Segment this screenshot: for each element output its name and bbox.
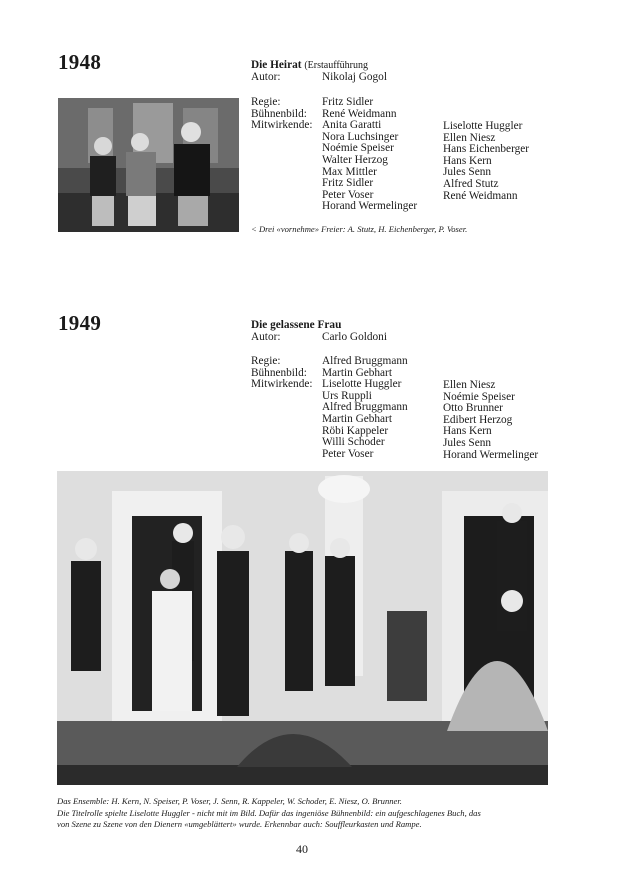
cast-column-2-1948 (443, 121, 529, 202)
cast-member: Edibert Herzog (443, 413, 513, 426)
cast-member: Martin Gebhart (322, 412, 392, 425)
cast-member: Hans Eichenberger (443, 143, 530, 156)
credit-labels-1948 (251, 97, 313, 132)
credit-label: Mitwirkende: (251, 119, 313, 132)
cast-column-1-1949 (322, 356, 408, 460)
credit-value: Alfred Bruggmann (322, 355, 408, 367)
cast-member: Horand Wermelinger (322, 200, 418, 213)
cast-member: Liselotte Huggler (443, 120, 523, 132)
year-heading-1949: 1949 (58, 311, 102, 335)
cast-member: Noémie Speiser (322, 142, 394, 155)
cast-member: Hans Kern (443, 154, 492, 167)
credit-label: Bühnenbild: (251, 366, 307, 379)
cast-member: Röbi Kappeler (322, 424, 389, 437)
author-label-1949: Autor: (251, 331, 281, 343)
photo-1948-three-suitors (58, 98, 239, 232)
play-title-1948: Die Heirat (251, 59, 302, 71)
credit-value: Martin Gebhart (322, 366, 392, 379)
author-name-1949: Carlo Goldoni (322, 331, 387, 343)
cast-member: Willi Schoder (322, 436, 385, 449)
cast-member: Walter Herzog (322, 153, 388, 166)
photo-1948-illustration (58, 98, 239, 232)
cast-member: Nora Luchsinger (322, 130, 399, 143)
credit-label: Regie: (251, 96, 281, 108)
cast-member: Jules Senn (443, 436, 492, 449)
author-label-1948: Autor: (251, 71, 281, 83)
play-title-line-1948 (251, 60, 368, 72)
cast-member: Alfred Stutz (443, 177, 499, 190)
cast-member: Ellen Niesz (443, 379, 496, 391)
cast-member: Hans Kern (443, 425, 492, 438)
cast-member: Alfred Bruggmann (322, 401, 408, 414)
cast-member: Urs Ruppli (322, 389, 372, 402)
cast-member: Otto Brunner (443, 402, 503, 415)
credit-value: Anita Garatti (322, 119, 382, 132)
credit-label: Bühnenbild: (251, 107, 307, 120)
caption-line: von Szene zu Szene von den Dienern «umgeblättert» wurde. Erkennbar auch: Souffleurkasten und Rampe. (57, 819, 422, 829)
cast-member: Peter Voser (322, 188, 374, 201)
cast-member: Max Mittler (322, 165, 377, 178)
credit-label: Regie: (251, 355, 281, 367)
cast-member: Noémie Speiser (443, 390, 515, 403)
play-subtitle-1948: (Erstaufführung (304, 60, 369, 71)
play-title-1949: Die gelassene Frau (251, 319, 342, 331)
caption-line: Die Titelrolle spielte Liselotte Huggler - nicht mit im Bild. Dafür das ingeniöse Bühnenbild: ein aufgeschlagenes Buch, das (57, 807, 481, 818)
cast-member: Jules Senn (443, 166, 492, 179)
cast-member: Peter Voser (322, 447, 374, 460)
caption-line: Das Ensemble: H. Kern, N. Speiser, P. Voser, J. Senn, R. Kappeler, W. Schoder, E. Niesz, O. Brunner. (57, 796, 402, 806)
cast-member: Horand Wermelinger (443, 448, 539, 461)
year-heading-1948: 1948 (58, 50, 102, 74)
photo-caption-1949 (57, 796, 481, 831)
photo-1949-ensemble (57, 471, 548, 785)
cast-member: René Weidmann (443, 189, 518, 202)
cast-member: Ellen Niesz (443, 131, 496, 144)
credit-labels-1949 (251, 356, 313, 391)
cast-member: Fritz Sidler (322, 177, 374, 190)
credit-value: Liselotte Huggler (322, 378, 402, 391)
cast-column-2-1949 (443, 380, 538, 461)
cast-column-1-1948 (322, 97, 417, 213)
credit-value: René Weidmann (322, 107, 397, 120)
author-name-1948: Nikolaj Gogol (322, 71, 387, 83)
credit-label: Mitwirkende: (251, 378, 313, 391)
credit-value: Fritz Sidler (322, 96, 374, 108)
photo-caption-1948: < Drei «vornehme» Freier: A. Stutz, H. Eichenberger, P. Voser. (251, 224, 468, 234)
photo-1949-illustration (57, 471, 548, 785)
page-number: 40 (296, 842, 308, 856)
